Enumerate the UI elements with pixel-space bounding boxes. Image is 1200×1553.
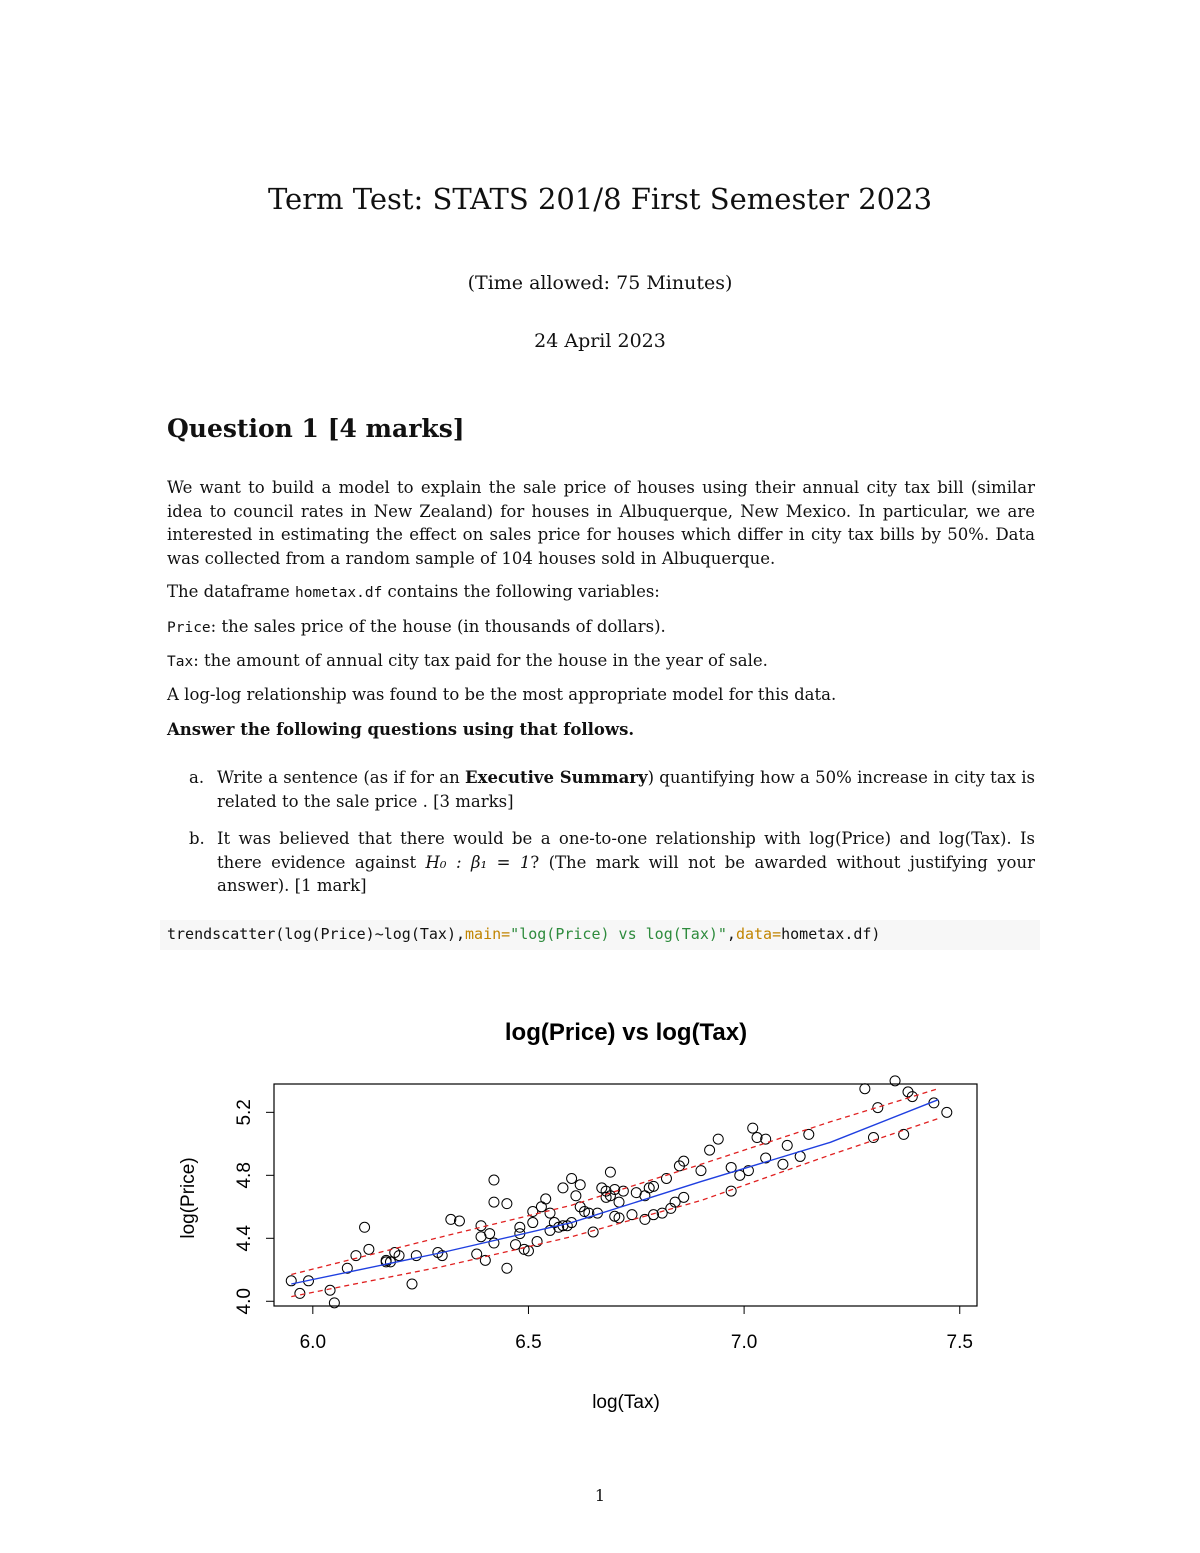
data-point <box>696 1166 706 1176</box>
data-point <box>748 1123 758 1133</box>
data-point <box>713 1134 723 1144</box>
item-b-hypothesis: H₀ : β₁ = 1 <box>425 852 531 872</box>
data-point <box>575 1180 585 1190</box>
data-point <box>407 1279 417 1289</box>
item-b-text2: ? (The mark will not be awarded without justifying your answer). [1 mark] <box>217 852 1035 895</box>
var-price-name: Price <box>167 620 211 636</box>
x-tick-label: 6.5 <box>515 1332 542 1353</box>
lower-band-line <box>291 1119 938 1297</box>
code-part2: hometax.df) <box>781 925 881 943</box>
dataframe-description <box>167 580 1035 606</box>
chart-title: log(Price) vs log(Tax) <box>504 1019 748 1046</box>
x-tick-label: 7.5 <box>946 1332 973 1353</box>
upper-band-line <box>291 1089 938 1275</box>
data-point <box>605 1167 615 1177</box>
plot-frame <box>274 1084 977 1306</box>
df-pre: The dataframe <box>167 582 295 601</box>
y-tick-label: 4.0 <box>234 1288 255 1315</box>
data-point <box>782 1140 792 1150</box>
y-axis-label: log(Price) <box>178 1157 199 1239</box>
data-point <box>360 1222 370 1232</box>
data-point <box>567 1173 577 1183</box>
question-heading: Question 1 [4 marks] <box>167 414 465 443</box>
data-point <box>558 1183 568 1193</box>
x-axis-label: log(Tax) <box>592 1392 660 1413</box>
test-date: 24 April 2023 <box>534 330 666 352</box>
item-a-pre: Write a sentence (as if for an <box>217 768 466 787</box>
data-point <box>571 1191 581 1201</box>
code-line <box>167 925 880 943</box>
instruction: Answer the following questions using that follows. <box>167 720 635 739</box>
y-tick-label: 5.2 <box>234 1099 255 1126</box>
var-tax-name: Tax <box>167 654 194 670</box>
item-b-marker: b. <box>189 829 205 848</box>
question-intro: We want to build a model to explain the sale price of houses using their annual city tax bill (similar idea to council rates in New Zealand) for houses in Albuquerque, New Mexico. In particular, we are interested in estimating the effect on sales price for houses which differ in city tax bills by 50%. Data was collected from a random sample of 104 houses sold in Albuquerque. <box>167 478 1035 568</box>
item-a <box>167 766 1035 813</box>
data-point <box>325 1285 335 1295</box>
code-kw-main: main= <box>465 925 511 943</box>
code-part1: trendscatter(log(Price)~log(Tax), <box>167 925 466 943</box>
data-point <box>679 1192 689 1202</box>
df-name: hometax.df <box>295 585 383 601</box>
scatter-chart <box>160 990 1040 1430</box>
data-point <box>614 1197 624 1207</box>
code-kw-data: data= <box>735 925 782 943</box>
item-a-post: ) quantifying how a 50% increase in city tax is related to the sale price . [3 marks] <box>217 768 1035 811</box>
question-items <box>167 766 1035 912</box>
variable-tax <box>167 649 1035 675</box>
item-a-marker: a. <box>189 768 205 787</box>
page-title: Term Test: STATS 201/8 First Semester 2023 <box>267 182 933 216</box>
variable-price <box>167 615 1035 641</box>
data-point <box>860 1084 870 1094</box>
data-point <box>286 1276 296 1286</box>
data-point <box>502 1263 512 1273</box>
item-a-bold: Executive Summary <box>465 768 648 787</box>
code-sep: , <box>726 925 736 943</box>
data-point <box>541 1194 551 1204</box>
x-tick-label: 6.0 <box>299 1332 327 1353</box>
item-b-text1: It was believed that there would be a one-to-one relationship with log(Price) and log(Tax). Is there evidence against <box>217 829 1035 872</box>
data-point <box>295 1288 305 1298</box>
loglog-note: A log-log relationship was found to be the most appropriate model for this data. <box>167 685 837 704</box>
data-point <box>942 1107 952 1117</box>
item-b <box>167 827 1035 898</box>
data-point <box>489 1197 499 1207</box>
data-point <box>873 1103 883 1113</box>
data-point <box>778 1159 788 1169</box>
data-point <box>726 1186 736 1196</box>
data-point <box>804 1129 814 1139</box>
data-point <box>528 1218 538 1228</box>
code-string: "log(Price) vs log(Tax)" <box>510 925 727 943</box>
data-point <box>364 1244 374 1254</box>
y-tick-label: 4.8 <box>234 1162 255 1189</box>
var-price-desc: : the sales price of the house (in thousands of dollars). <box>210 617 666 636</box>
data-point <box>485 1229 495 1239</box>
data-point <box>476 1221 486 1231</box>
data-point <box>489 1175 499 1185</box>
time-allowed: (Time allowed: 75 Minutes) <box>467 272 733 294</box>
data-point <box>502 1199 512 1209</box>
page-number: 1 <box>594 1486 606 1505</box>
chart-marks <box>234 1076 973 1353</box>
data-point <box>515 1222 525 1232</box>
y-tick-label: 4.4 <box>234 1225 255 1252</box>
df-post: contains the following variables: <box>382 582 660 601</box>
var-tax-desc: : the amount of annual city tax paid for the house in the year of sale. <box>193 651 768 670</box>
data-point <box>536 1202 546 1212</box>
x-tick-label: 7.0 <box>730 1332 758 1353</box>
data-point <box>588 1227 598 1237</box>
data-point <box>705 1145 715 1155</box>
code-block <box>160 920 1040 950</box>
